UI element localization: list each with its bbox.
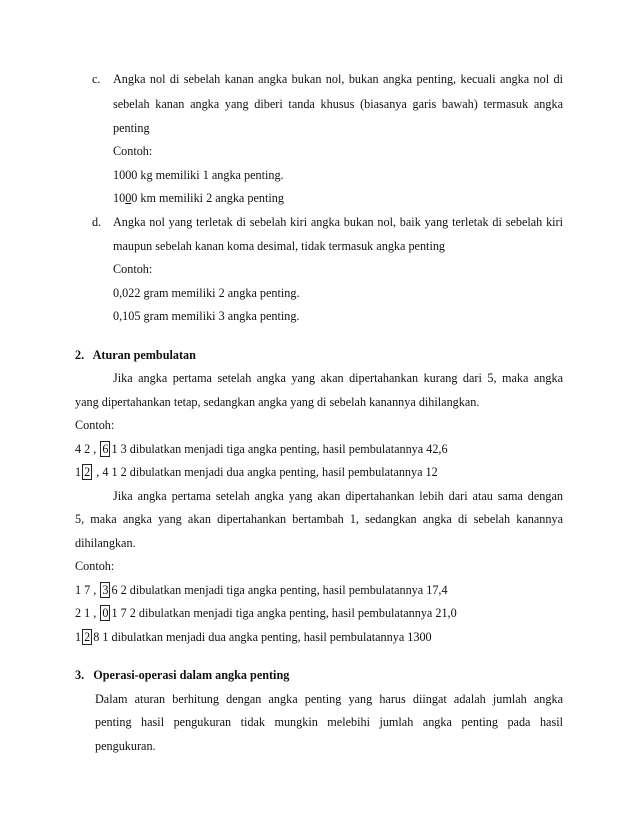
boxed-digit: 2: [84, 465, 91, 479]
item-d-line-1: Angka nol yang terletak di sebelah kiri angka bukan nol, baik yang terletak di sebelah kiri: [113, 215, 563, 229]
ex-part: 1 7 2 dibulatkan menjadi tiga angka penting, hasil pembulatannya 21,0: [111, 606, 457, 620]
ex-part: 4 2 ,: [75, 442, 97, 456]
ex-part: , 4 1 2 dibulatkan menjadi dua angka penting, hasil pembulatannya 12: [96, 465, 438, 479]
item-c-example-1: 1000 kg memiliki 1 angka penting.: [113, 168, 284, 182]
item-c-line-1: Angka nol di sebelah kanan angka bukan nol, bukan angka penting, kecuali angka nol di: [113, 72, 563, 86]
sec2-example-1: [75, 442, 448, 456]
sec2-para1-line1: Jika angka pertama setelah angka yang akan dipertahankan kurang dari 5, maka angka: [113, 371, 563, 385]
ex-part: 2 1 ,: [75, 606, 97, 620]
sec2-para2-line3: dihilangkan.: [75, 536, 136, 550]
ex-part: 0 km memiliki 2 angka penting: [131, 191, 284, 205]
item-c-contoh: Contoh:: [113, 144, 153, 158]
boxed-digit: 2: [84, 630, 91, 644]
ex-part: 1 7 ,: [75, 583, 97, 597]
section-2-heading: 2. Aturan pembulatan: [75, 348, 196, 362]
sec2-para2-line2: 5, maka angka yang akan dipertahankan bertambah 1, sedangkan angka di sebelah kanannya: [75, 512, 563, 526]
ex-part: 1 3 dibulatkan menjadi tiga angka penting, hasil pembulatannya 42,6: [111, 442, 448, 456]
underlined-digit: 0: [125, 191, 132, 205]
ex-part: 8 1 dibulatkan menjadi dua angka penting, hasil pembulatannya 1300: [93, 630, 432, 644]
boxed-digit: 0: [102, 606, 109, 620]
item-c-line-2: sebelah kanan angka yang diberi tanda khusus (biasanya garis bawah) termasuk angka: [113, 97, 563, 111]
list-marker-c: c.: [92, 72, 101, 86]
sec2-example-5: [75, 630, 432, 644]
ex-part: 10: [113, 191, 126, 205]
sec2-contoh-2: Contoh:: [75, 559, 115, 573]
boxed-digit: 3: [102, 583, 109, 597]
item-d-contoh: Contoh:: [113, 262, 153, 276]
sec3-line-1: Dalam aturan berhitung dengan angka penting yang harus diingat adalah jumlah angka: [95, 692, 563, 706]
ex-part: 6 2 dibulatkan menjadi tiga angka penting, hasil pembulatannya 17,4: [111, 583, 448, 597]
sec2-example-2: [75, 465, 438, 479]
item-c-line-3: penting: [113, 121, 150, 135]
sec2-example-3: [75, 583, 448, 597]
item-d-line-2: maupun sebelah kanan koma desimal, tidak termasuk angka penting: [113, 239, 446, 253]
sec2-para1-line2: yang dipertahankan tetap, sedangkan angka yang di sebelah kanannya dihilangkan.: [75, 395, 480, 409]
sec2-contoh-1: Contoh:: [75, 418, 115, 432]
sec3-line-3: pengukuran.: [95, 739, 156, 753]
item-d-example-1: 0,022 gram memiliki 2 angka penting.: [113, 286, 300, 300]
ex-part: 1: [75, 465, 82, 479]
boxed-digit: 6: [102, 442, 109, 456]
item-c-example-2: [113, 191, 284, 205]
sec2-para2-line1: Jika angka pertama setelah angka yang akan dipertahankan lebih dari atau sama dengan: [113, 489, 563, 503]
item-d-example-2: 0,105 gram memiliki 3 angka penting.: [113, 309, 300, 323]
sec3-line-2: penting hasil pengukuran tidak mungkin melebihi jumlah angka penting pada hasil: [95, 715, 563, 729]
list-marker-d: d.: [92, 215, 102, 229]
ex-part: 1: [75, 630, 82, 644]
sec2-example-4: [75, 606, 457, 620]
section-3-heading: 3. Operasi-operasi dalam angka penting: [75, 668, 290, 682]
